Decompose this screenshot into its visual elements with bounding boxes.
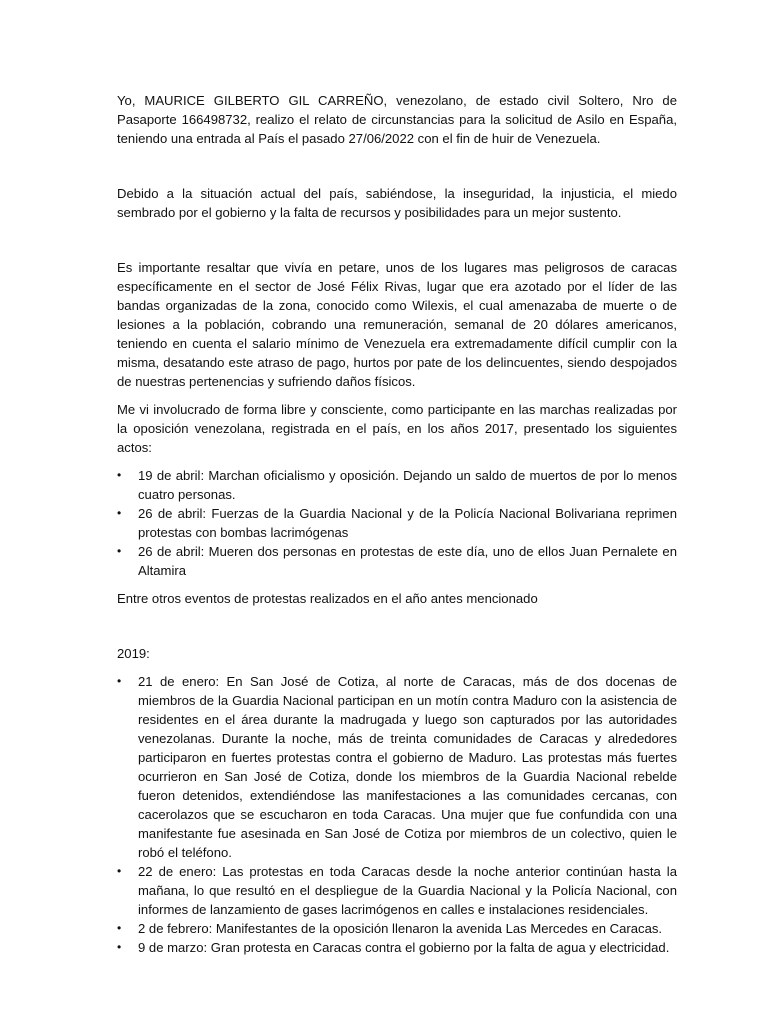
bullet-icon: • xyxy=(117,940,122,954)
events-2017-list xyxy=(117,466,677,580)
event-text: 26 de abril: Mueren dos personas en protestas de este día, uno de ellos Juan Pernalete en Altamira xyxy=(138,544,677,578)
bullet-icon: • xyxy=(117,506,122,520)
list-item xyxy=(117,504,677,542)
event-text: 22 de enero: Las protestas en toda Caracas desde la noche anterior continúan hasta la mañana, lo que resultó en el despliegue de la Guardia Nacional y la Policía Nacional, con informes de lanzamiento de gases lacrimógenos en calles e instalaciones residenciales. xyxy=(138,864,677,917)
list-item xyxy=(117,938,677,957)
involvement-paragraph: Me vi involucrado de forma libre y consciente, como participante en las marchas realizadas por la oposición venezolana, registrada en el país, en los años 2017, presentado los siguientes actos: xyxy=(117,402,677,455)
event-text: 2 de febrero: Manifestantes de la oposición llenaron la avenida Las Mercedes en Caracas. xyxy=(138,921,663,936)
event-text: 26 de abril: Fuerzas de la Guardia Nacional y de la Policía Nacional Bolivariana reprimen protestas con bombas lacrimógenas xyxy=(138,506,677,540)
list-item xyxy=(117,672,677,862)
list-item xyxy=(117,862,677,919)
event-text: 21 de enero: En San José de Cotiza, al norte de Caracas, más de dos docenas de miembros de la Guardia Nacional participan en un motín contra Maduro con la asistencia de residentes en el área durante la madrugada y luego son capturados por las autoridades venezolanas. Durante la noche, más de treinta comunidades de Caracas y alrededores participaron en fuertes protestas contra el gobierno de Maduro. Las protestas más fuertes ocurrieron en San José de Cotiza, donde los miembros de la Guardia Nacional rebelde fueron detenidos, extendiéndose las manifestaciones a las comunidades cercanas, con cacerolazos que se escucharon en toda Caracas. Una mujer que fue confundida con una manifestante fue asesinada en San José de Cotiza por miembros de un colectivo, quien le robó el teléfono. xyxy=(138,674,677,860)
list-item xyxy=(117,919,677,938)
event-text: 9 de marzo: Gran protesta en Caracas contra el gobierno por la falta de agua y electricidad. xyxy=(138,940,670,955)
list-item xyxy=(117,542,677,580)
document-page xyxy=(117,91,677,966)
bullet-icon: • xyxy=(117,544,122,558)
bullet-icon: • xyxy=(117,921,122,935)
event-text: 19 de abril: Marchan oficialismo y oposición. Dejando un saldo de muertos de por lo menos cuatro personas. xyxy=(138,468,677,502)
other-events-paragraph: Entre otros eventos de protestas realizados en el año antes mencionado xyxy=(117,591,538,606)
bullet-icon: • xyxy=(117,674,122,688)
list-item xyxy=(117,466,677,504)
bullet-icon: • xyxy=(117,864,122,878)
bullet-icon: • xyxy=(117,468,122,482)
events-2019-list xyxy=(117,672,677,957)
intro-paragraph: Yo, MAURICE GILBERTO GIL CARREÑO, venezolano, de estado civil Soltero, Nro de Pasaporte 166498732, realizo el relato de circunstancias para la solicitud de Asilo en España, teniendo una entrada al País el pasado 27/06/2022 con el fin de huir de Venezuela. xyxy=(117,93,677,146)
residence-paragraph: Es importante resaltar que vivía en petare, unos de los lugares mas peligrosos de caracas específicamente en el sector de José Félix Rivas, lugar que era azotado por el líder de las bandas organizadas de la zona, conocido como Wilexis, el cual amenazaba de muerte o de lesiones a la población, cobrando una remuneración, semanal de 20 dólares americanos, teniendo en cuenta el salario mínimo de Venezuela era extremadamente difícil cumplir con la misma, desatando este atraso de pago, hurtos por pate de los delincuentes, siendo despojados de nuestras pertenencias y sufriendo daños físicos. xyxy=(117,260,677,389)
context-paragraph: Debido a la situación actual del país, sabiéndose, la inseguridad, la injusticia, el miedo sembrado por el gobierno y la falta de recursos y posibilidades para un mejor sustento. xyxy=(117,186,677,220)
year-heading: 2019: xyxy=(117,646,150,661)
